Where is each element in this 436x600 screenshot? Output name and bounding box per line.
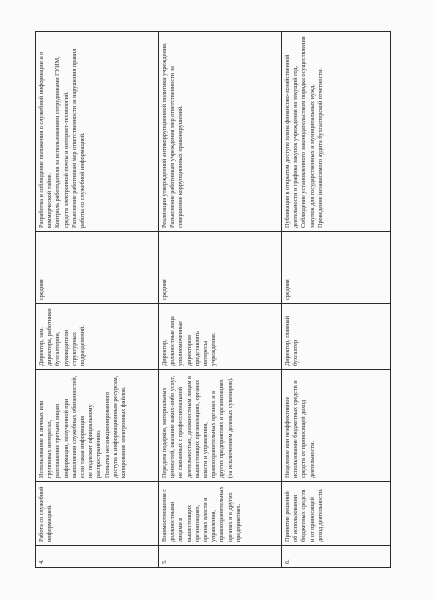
measures-cell: Разработка и соблюдение положения о служебной информации и о коммерческой тайне. Контроль работодателя за использованием сотрудниками ГУИМ, средств электронной почты и интернет-технологий. Разъяснение работникам мер ответственности за нарушения правил работы со служебной информацией.	[36, 32, 159, 232]
rotated-document-sheet	[35, 32, 401, 568]
table-row	[159, 32, 282, 568]
function-cell: Взаимоотношения с должностными лицами в вышестоящих организациях, органах власти и управления, правоохранительных органах и в других предприятиях.	[159, 482, 282, 546]
measures-cell: Публикация в открытом доступе плана финансово-хозяйственной деятельности и графика закупок учреждения на текущий год. Соблюдение установленного законодательством порядка осуществления закупок для государственных и муниципальных нужд. Проведение независимого аудита бухгалтерской отчетности.	[282, 32, 391, 232]
risk-degree-cell: средняя	[159, 232, 282, 304]
row-number-cell: 6.	[282, 546, 391, 568]
risk-degree-cell: средняя	[36, 232, 159, 304]
positions-cell: Директор, главный бухгалтер	[282, 304, 391, 370]
risk-cell: Передача подарков, материальных ценностей, оказание каких-либо услуг, не связанных с профессиональной деятельностью, должностным лицам в вышестоящих организациях, органах власти и управления, правоохранительных органах и в других предприятиях и организациях (за исключением деловых сувениров).	[159, 370, 282, 482]
risk-cell: Нецелевое или неэффективное использование бюджетных средств и средств от приносящей доход деятельности.	[282, 370, 391, 482]
measures-cell: Реализация утвержденной антикоррупционной политики учреждения. Разъяснение работникам учреждения мер ответственности за совершение коррупционных правонарушений.	[159, 32, 282, 232]
table-row	[36, 32, 159, 568]
function-cell: Принятие решений об использовании бюджетных средств и от приносящей доход деятельности.	[282, 482, 391, 546]
positions-cell: Директор, зам. директора, работники бухгалтерии, руководители структурных подразделений.	[36, 304, 159, 370]
risk-degree-cell: средняя	[282, 232, 391, 304]
function-cell: Работа со служебной информацией.	[36, 482, 159, 546]
corruption-risk-table	[35, 31, 391, 568]
risk-cell: Использование в личных или групповых интересах, разглашение третьим лицам информации, полученной при выполнении служебных обязанностей, если такая информация не подлежит официальному распространению. Попытка несанкционированного доступа к информационным ресурсам, копирование электронных файлов.	[36, 370, 159, 482]
row-number-cell: 4.	[36, 546, 159, 568]
row-number-cell: 5.	[159, 546, 282, 568]
table-row	[282, 32, 391, 568]
positions-cell: Директор, должностные лица уполномоченные директором представлять интересы учреждения.	[159, 304, 282, 370]
